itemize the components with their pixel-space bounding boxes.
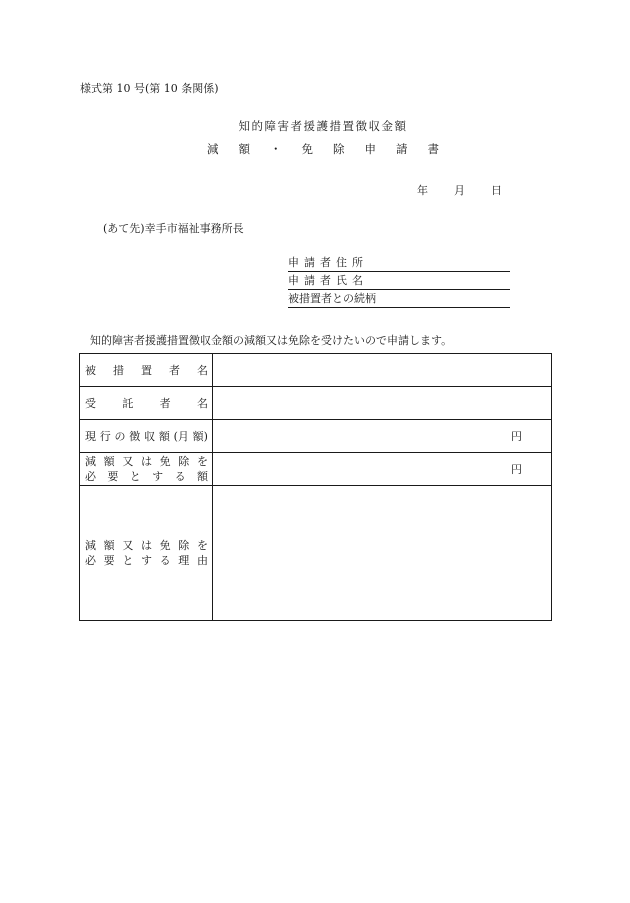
subtitle-char: 除 <box>333 142 345 156</box>
label-char: 名 <box>197 363 208 377</box>
label-char: 受 <box>85 396 96 410</box>
label-char: る <box>174 470 186 483</box>
required-amount-label <box>80 453 213 485</box>
label-char: 額 <box>196 470 208 483</box>
date-month-label: 月 <box>454 184 465 197</box>
label-char: 免 <box>159 539 171 552</box>
applicant-relation-field[interactable] <box>288 292 510 308</box>
document-subtitle <box>0 141 630 157</box>
reason-label <box>80 486 213 620</box>
label-char: 現 <box>85 429 96 443</box>
label-char: 者 <box>169 363 180 377</box>
date-year-label: 年 <box>417 184 428 197</box>
applicant-relation-label: 被措置者との続柄 <box>288 292 376 305</box>
table-row-beneficiary <box>80 354 551 387</box>
current-amount-label <box>80 420 213 452</box>
addressee: (あて先)幸手市福祉事務所長 <box>103 222 244 235</box>
label-char: 理 <box>178 554 190 567</box>
label-char: と <box>122 554 134 567</box>
label-char: は <box>140 539 152 552</box>
beneficiary-name-field[interactable] <box>213 354 551 386</box>
label-char: 者 <box>159 396 171 410</box>
form-number: 様式第 10 号(第 10 条関係) <box>80 82 219 95</box>
table-row-reason <box>80 486 551 620</box>
label-char: 除 <box>178 455 190 468</box>
label-char: 要 <box>107 470 119 483</box>
trustee-name-field[interactable] <box>213 387 551 419</box>
application-table <box>79 353 552 621</box>
label-char: 除 <box>178 539 190 552</box>
label-char: 収 <box>144 429 156 443</box>
label-char: の <box>114 429 126 443</box>
applicant-address-label: 申請者住所 <box>288 256 368 269</box>
label-char: 置 <box>141 363 152 377</box>
subtitle-char: 額 <box>238 142 250 156</box>
reason-field[interactable] <box>213 486 551 620</box>
application-statement: 知的障害者援護措置徴収金額の減額又は免除を受けたいので申請します。 <box>90 334 453 347</box>
label-char: 又 <box>122 455 134 468</box>
label-char: 額 <box>103 455 115 468</box>
subtitle-char: 減 <box>207 142 219 156</box>
yen-unit: 円 <box>511 430 522 443</box>
label-char: 必 <box>85 554 96 567</box>
label-char: と <box>129 470 141 483</box>
label-char: 額 <box>158 429 170 443</box>
label-char: 減 <box>85 539 96 552</box>
subtitle-char: 請 <box>396 142 408 156</box>
date-field[interactable] <box>417 182 502 198</box>
applicant-name-field[interactable] <box>288 274 510 290</box>
label-char: す <box>140 554 152 567</box>
label-char: 被 <box>85 363 96 377</box>
current-amount-field[interactable] <box>213 420 551 452</box>
required-amount-field[interactable] <box>213 453 551 485</box>
label-char: を <box>196 455 208 468</box>
label-char: 徴 <box>129 429 141 443</box>
table-row-current-amount <box>80 420 551 453</box>
table-row-required-amount <box>80 453 551 486</box>
label-char: 要 <box>103 554 115 567</box>
applicant-address-field[interactable] <box>288 256 510 272</box>
label-char: 由 <box>196 554 208 567</box>
label-char: す <box>152 470 164 483</box>
label-char: 名 <box>196 396 208 410</box>
subtitle-char: 書 <box>427 142 439 156</box>
beneficiary-name-label <box>80 354 213 386</box>
table-row-trustee <box>80 387 551 420</box>
label-char: を <box>196 539 208 552</box>
label-char: 減 <box>85 455 96 468</box>
trustee-name-label <box>80 387 213 419</box>
yen-unit: 円 <box>511 463 522 476</box>
label-char: 措 <box>113 363 124 377</box>
label-char: 行 <box>99 429 111 443</box>
label-char: 額 <box>103 539 115 552</box>
label-char: 免 <box>159 455 171 468</box>
label-char: 託 <box>122 396 134 410</box>
label-char: 額) <box>192 429 208 443</box>
date-day-label: 日 <box>491 184 502 197</box>
label-char: 又 <box>122 539 134 552</box>
subtitle-char: ・ <box>270 142 282 156</box>
label-char: る <box>159 554 171 567</box>
applicant-name-label: 申請者氏名 <box>288 274 368 287</box>
label-char: 必 <box>85 470 96 483</box>
subtitle-char: 申 <box>364 142 376 156</box>
label-char: は <box>140 455 152 468</box>
label-char: (月 <box>173 429 189 443</box>
subtitle-char: 免 <box>301 142 313 156</box>
document-title: 知的障害者援護措置徴収金額 <box>238 119 408 133</box>
